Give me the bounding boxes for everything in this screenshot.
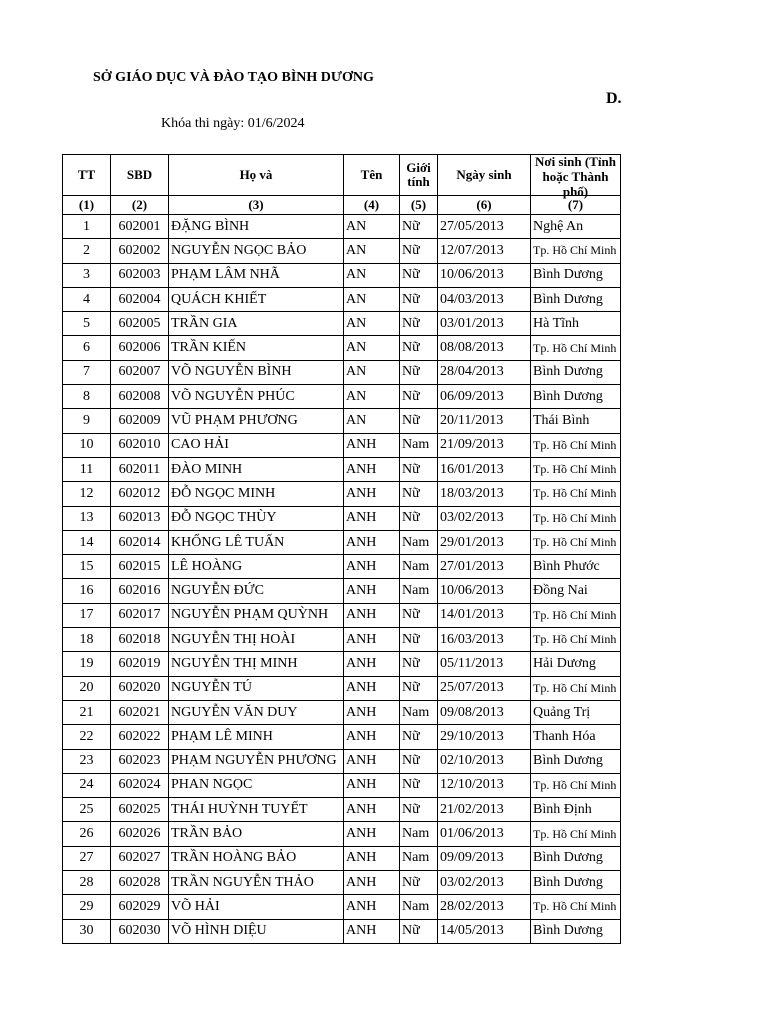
- candidate-id: 602008: [111, 385, 169, 409]
- row-number: 2: [63, 239, 111, 263]
- row-number: 19: [63, 652, 111, 676]
- gender: Nữ: [400, 336, 438, 360]
- given-name: AN: [344, 312, 400, 336]
- candidate-id: 602016: [111, 579, 169, 603]
- given-name: ANH: [344, 773, 400, 797]
- row-number: 13: [63, 506, 111, 530]
- family-name: NGUYỄN THỊ MINH: [169, 652, 344, 676]
- table-row: [63, 919, 621, 943]
- candidate-id: 602007: [111, 360, 169, 384]
- family-name: THÁI HUỲNH TUYẾT: [169, 798, 344, 822]
- birth-date: 01/06/2013: [438, 822, 531, 846]
- row-number: 25: [63, 798, 111, 822]
- birth-place: Hà Tĩnh: [531, 312, 621, 336]
- gender: Nam: [400, 846, 438, 870]
- candidate-id: 602018: [111, 628, 169, 652]
- birth-date: 14/01/2013: [438, 603, 531, 627]
- row-number: 18: [63, 628, 111, 652]
- family-name: VÕ NGUYỄN PHÚC: [169, 385, 344, 409]
- birth-place: Bình Dương: [531, 749, 621, 773]
- table-body: [63, 215, 621, 944]
- birth-date: 21/02/2013: [438, 798, 531, 822]
- col-header-sbd: SBD: [111, 155, 169, 196]
- candidate-id: 602030: [111, 919, 169, 943]
- row-number: 9: [63, 409, 111, 433]
- column-number: (2): [111, 196, 169, 215]
- row-number: 20: [63, 676, 111, 700]
- family-name: CAO HẢI: [169, 433, 344, 457]
- row-number: 10: [63, 433, 111, 457]
- family-name: PHẠM LÂM NHÃ: [169, 263, 344, 287]
- birth-place: Bình Dương: [531, 385, 621, 409]
- row-number: 29: [63, 895, 111, 919]
- table-row: [63, 215, 621, 239]
- family-name: ĐẶNG BÌNH: [169, 215, 344, 239]
- family-name: NGUYỄN NGỌC BẢO: [169, 239, 344, 263]
- given-name: AN: [344, 287, 400, 311]
- birth-date: 10/06/2013: [438, 579, 531, 603]
- family-name: VÕ NGUYỄN BÌNH: [169, 360, 344, 384]
- candidate-id: 602006: [111, 336, 169, 360]
- row-number: 15: [63, 555, 111, 579]
- candidate-id: 602024: [111, 773, 169, 797]
- given-name: AN: [344, 263, 400, 287]
- row-number: 26: [63, 822, 111, 846]
- gender: Nam: [400, 555, 438, 579]
- given-name: AN: [344, 360, 400, 384]
- given-name: ANH: [344, 846, 400, 870]
- birth-date: 29/10/2013: [438, 725, 531, 749]
- candidate-id: 602022: [111, 725, 169, 749]
- candidate-id: 602020: [111, 676, 169, 700]
- birth-date: 03/02/2013: [438, 506, 531, 530]
- gender: Nam: [400, 822, 438, 846]
- gender: Nam: [400, 530, 438, 554]
- gender: Nữ: [400, 919, 438, 943]
- given-name: ANH: [344, 919, 400, 943]
- column-number: (4): [344, 196, 400, 215]
- given-name: AN: [344, 385, 400, 409]
- family-name: ĐỖ NGỌC THÙY: [169, 506, 344, 530]
- candidate-id: 602026: [111, 822, 169, 846]
- candidate-id: 602014: [111, 530, 169, 554]
- column-number: (7): [531, 196, 621, 215]
- table-row: [63, 457, 621, 481]
- birth-place: Thái Bình: [531, 409, 621, 433]
- col-header-ten: Tên: [344, 155, 400, 196]
- col-header-gioi-tinh-label: Giới tính: [406, 160, 431, 189]
- table-row: [63, 239, 621, 263]
- birth-place: Tp. Hồ Chí Minh: [531, 506, 621, 530]
- candidate-id: 602023: [111, 749, 169, 773]
- exam-date: Khóa thi ngày: 01/6/2024: [161, 116, 305, 131]
- table-row: [63, 506, 621, 530]
- candidate-id: 602013: [111, 506, 169, 530]
- gender: Nữ: [400, 676, 438, 700]
- given-name: ANH: [344, 506, 400, 530]
- birth-date: 20/11/2013: [438, 409, 531, 433]
- birth-date: 05/11/2013: [438, 652, 531, 676]
- given-name: ANH: [344, 725, 400, 749]
- table-row: [63, 360, 621, 384]
- row-number: 21: [63, 700, 111, 724]
- gender: Nữ: [400, 749, 438, 773]
- gender: Nam: [400, 579, 438, 603]
- birth-place: Hải Dương: [531, 652, 621, 676]
- candidate-id: 602027: [111, 846, 169, 870]
- birth-date: 25/07/2013: [438, 676, 531, 700]
- col-header-ho: Họ và: [169, 155, 344, 196]
- column-number-row: [63, 196, 621, 215]
- family-name: NGUYỄN TÚ: [169, 676, 344, 700]
- given-name: AN: [344, 239, 400, 263]
- birth-date: 27/05/2013: [438, 215, 531, 239]
- gender: Nữ: [400, 457, 438, 481]
- table-row: [63, 822, 621, 846]
- given-name: ANH: [344, 798, 400, 822]
- candidate-id: 602010: [111, 433, 169, 457]
- birth-date: 27/01/2013: [438, 555, 531, 579]
- gender: Nữ: [400, 287, 438, 311]
- birth-place: Quảng Trị: [531, 700, 621, 724]
- gender: Nữ: [400, 360, 438, 384]
- candidate-id: 602003: [111, 263, 169, 287]
- family-name: VÕ HẢI: [169, 895, 344, 919]
- table-row: [63, 895, 621, 919]
- gender: Nữ: [400, 409, 438, 433]
- table-row: [63, 385, 621, 409]
- birth-place: Tp. Hồ Chí Minh: [531, 676, 621, 700]
- given-name: AN: [344, 336, 400, 360]
- candidate-id: 602029: [111, 895, 169, 919]
- given-name: ANH: [344, 895, 400, 919]
- birth-place: Tp. Hồ Chí Minh: [531, 822, 621, 846]
- candidate-id: 602002: [111, 239, 169, 263]
- candidate-id: 602011: [111, 457, 169, 481]
- given-name: ANH: [344, 603, 400, 627]
- birth-date: 14/05/2013: [438, 919, 531, 943]
- col-header-tt: TT: [63, 155, 111, 196]
- candidate-id: 602004: [111, 287, 169, 311]
- table-row: [63, 409, 621, 433]
- table-row: [63, 530, 621, 554]
- family-name: PHAN NGỌC: [169, 773, 344, 797]
- given-name: AN: [344, 215, 400, 239]
- birth-place: Tp. Hồ Chí Minh: [531, 895, 621, 919]
- table-row: [63, 725, 621, 749]
- gender: Nữ: [400, 385, 438, 409]
- birth-date: 16/01/2013: [438, 457, 531, 481]
- birth-date: 28/02/2013: [438, 895, 531, 919]
- birth-date: 10/06/2013: [438, 263, 531, 287]
- row-number: 12: [63, 482, 111, 506]
- table-row: [63, 798, 621, 822]
- birth-place: Tp. Hồ Chí Minh: [531, 603, 621, 627]
- birth-place: Tp. Hồ Chí Minh: [531, 628, 621, 652]
- family-name: LÊ HOÀNG: [169, 555, 344, 579]
- family-name: ĐÀO MINH: [169, 457, 344, 481]
- birth-date: 09/09/2013: [438, 846, 531, 870]
- gender: Nữ: [400, 603, 438, 627]
- gender: Nam: [400, 700, 438, 724]
- table-row: [63, 846, 621, 870]
- candidate-id: 602001: [111, 215, 169, 239]
- birth-date: 03/02/2013: [438, 871, 531, 895]
- birth-date: 02/10/2013: [438, 749, 531, 773]
- document-title-fragment: D.: [606, 90, 622, 107]
- table-header-row: [63, 155, 621, 196]
- candidate-id: 602025: [111, 798, 169, 822]
- gender: Nữ: [400, 239, 438, 263]
- given-name: ANH: [344, 433, 400, 457]
- gender: Nam: [400, 433, 438, 457]
- given-name: ANH: [344, 579, 400, 603]
- row-number: 6: [63, 336, 111, 360]
- family-name: VŨ PHẠM PHƯƠNG: [169, 409, 344, 433]
- table-row: [63, 263, 621, 287]
- given-name: ANH: [344, 822, 400, 846]
- given-name: ANH: [344, 871, 400, 895]
- candidate-id: 602015: [111, 555, 169, 579]
- table-row: [63, 336, 621, 360]
- gender: Nữ: [400, 798, 438, 822]
- family-name: VÕ HÌNH DIỆU: [169, 919, 344, 943]
- candidate-id: 602009: [111, 409, 169, 433]
- table-row: [63, 433, 621, 457]
- birth-date: 08/08/2013: [438, 336, 531, 360]
- birth-place: Bình Dương: [531, 287, 621, 311]
- gender: Nữ: [400, 506, 438, 530]
- gender: Nữ: [400, 263, 438, 287]
- row-number: 8: [63, 385, 111, 409]
- family-name: PHẠM NGUYỄN PHƯƠNG: [169, 749, 344, 773]
- given-name: ANH: [344, 749, 400, 773]
- birth-place: Tp. Hồ Chí Minh: [531, 457, 621, 481]
- row-number: 5: [63, 312, 111, 336]
- given-name: ANH: [344, 482, 400, 506]
- birth-place: Bình Dương: [531, 871, 621, 895]
- given-name: ANH: [344, 530, 400, 554]
- row-number: 30: [63, 919, 111, 943]
- birth-place: Bình Dương: [531, 846, 621, 870]
- gender: Nữ: [400, 652, 438, 676]
- column-number: (1): [63, 196, 111, 215]
- birth-place: Tp. Hồ Chí Minh: [531, 530, 621, 554]
- birth-date: 06/09/2013: [438, 385, 531, 409]
- birth-place: Tp. Hồ Chí Minh: [531, 433, 621, 457]
- gender: Nam: [400, 895, 438, 919]
- birth-date: 04/03/2013: [438, 287, 531, 311]
- table-row: [63, 628, 621, 652]
- family-name: TRẦN GIA: [169, 312, 344, 336]
- candidate-id: 602005: [111, 312, 169, 336]
- birth-date: 21/09/2013: [438, 433, 531, 457]
- given-name: ANH: [344, 652, 400, 676]
- birth-date: 18/03/2013: [438, 482, 531, 506]
- column-number: (3): [169, 196, 344, 215]
- col-header-gioi-tinh: [400, 155, 438, 196]
- family-name: TRẦN KIẾN: [169, 336, 344, 360]
- birth-date: 12/10/2013: [438, 773, 531, 797]
- birth-place: Bình Dương: [531, 360, 621, 384]
- organization-title: SỞ GIÁO DỤC VÀ ĐÀO TẠO BÌNH DƯƠNG: [93, 70, 374, 85]
- birth-place: Tp. Hồ Chí Minh: [531, 336, 621, 360]
- birth-place: Tp. Hồ Chí Minh: [531, 239, 621, 263]
- birth-place: Bình Dương: [531, 919, 621, 943]
- table-row: [63, 603, 621, 627]
- gender: Nữ: [400, 312, 438, 336]
- table-row: [63, 555, 621, 579]
- candidate-id: 602012: [111, 482, 169, 506]
- family-name: KHỔNG LÊ TUẤN: [169, 530, 344, 554]
- birth-place: Thanh Hóa: [531, 725, 621, 749]
- table-row: [63, 312, 621, 336]
- family-name: ĐỖ NGỌC MINH: [169, 482, 344, 506]
- row-number: 4: [63, 287, 111, 311]
- candidate-id: 602021: [111, 700, 169, 724]
- family-name: TRẦN NGUYỄN THẢO: [169, 871, 344, 895]
- candidate-id: 602017: [111, 603, 169, 627]
- row-number: 28: [63, 871, 111, 895]
- row-number: 17: [63, 603, 111, 627]
- birth-date: 28/04/2013: [438, 360, 531, 384]
- col-header-ngay-sinh: Ngày sinh: [438, 155, 531, 196]
- family-name: NGUYỄN PHẠM QUỲNH: [169, 603, 344, 627]
- given-name: ANH: [344, 555, 400, 579]
- given-name: ANH: [344, 676, 400, 700]
- given-name: AN: [344, 409, 400, 433]
- row-number: 1: [63, 215, 111, 239]
- column-number: (6): [438, 196, 531, 215]
- family-name: NGUYỄN VĂN DUY: [169, 700, 344, 724]
- gender: Nữ: [400, 215, 438, 239]
- gender: Nữ: [400, 773, 438, 797]
- row-number: 14: [63, 530, 111, 554]
- family-name: TRẦN BẢO: [169, 822, 344, 846]
- family-name: NGUYỄN THỊ HOÀI: [169, 628, 344, 652]
- table-row: [63, 482, 621, 506]
- birth-date: 29/01/2013: [438, 530, 531, 554]
- table-row: [63, 749, 621, 773]
- row-number: 16: [63, 579, 111, 603]
- birth-date: 12/07/2013: [438, 239, 531, 263]
- row-number: 3: [63, 263, 111, 287]
- given-name: ANH: [344, 457, 400, 481]
- given-name: ANH: [344, 628, 400, 652]
- birth-place: Nghệ An: [531, 215, 621, 239]
- birth-place: Tp. Hồ Chí Minh: [531, 773, 621, 797]
- birth-place: Bình Dương: [531, 263, 621, 287]
- row-number: 27: [63, 846, 111, 870]
- table-row: [63, 287, 621, 311]
- candidate-id: 602028: [111, 871, 169, 895]
- table-row: [63, 871, 621, 895]
- birth-place: Tp. Hồ Chí Minh: [531, 482, 621, 506]
- birth-date: 03/01/2013: [438, 312, 531, 336]
- row-number: 23: [63, 749, 111, 773]
- row-number: 24: [63, 773, 111, 797]
- table-row: [63, 700, 621, 724]
- candidate-id: 602019: [111, 652, 169, 676]
- gender: Nữ: [400, 871, 438, 895]
- col-header-noi-sinh: [531, 153, 621, 199]
- birth-place: Bình Định: [531, 798, 621, 822]
- table-row: [63, 579, 621, 603]
- col-header-noi-sinh-label: Nơi sinh (Tỉnh hoặc Thành phố): [535, 153, 616, 199]
- birth-place: Bình Phước: [531, 555, 621, 579]
- row-number: 11: [63, 457, 111, 481]
- birth-date: 16/03/2013: [438, 628, 531, 652]
- gender: Nữ: [400, 725, 438, 749]
- family-name: TRẦN HOÀNG BẢO: [169, 846, 344, 870]
- row-number: 7: [63, 360, 111, 384]
- family-name: NGUYỄN ĐỨC: [169, 579, 344, 603]
- birth-place: Đồng Nai: [531, 579, 621, 603]
- table-row: [63, 652, 621, 676]
- gender: Nữ: [400, 628, 438, 652]
- row-number: 22: [63, 725, 111, 749]
- family-name: QUÁCH KHIẾT: [169, 287, 344, 311]
- gender: Nữ: [400, 482, 438, 506]
- candidate-table: [62, 154, 621, 944]
- given-name: ANH: [344, 700, 400, 724]
- table-row: [63, 676, 621, 700]
- table-row: [63, 773, 621, 797]
- family-name: PHẠM LÊ MINH: [169, 725, 344, 749]
- column-number: (5): [400, 196, 438, 215]
- birth-date: 09/08/2013: [438, 700, 531, 724]
